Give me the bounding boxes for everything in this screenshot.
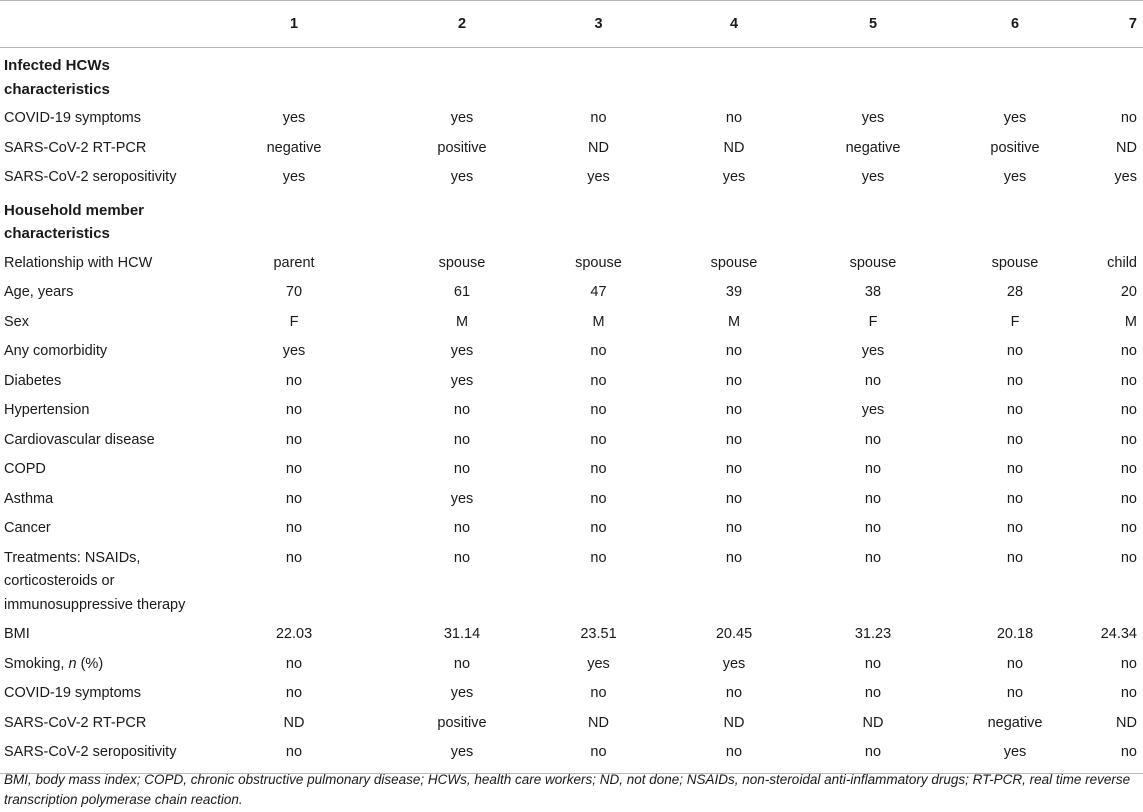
section-header-row xyxy=(0,48,1143,105)
table-cell: yes xyxy=(450,110,474,126)
table-row xyxy=(0,514,1143,544)
table-cell: yes xyxy=(861,402,885,418)
row-label: COPD xyxy=(4,461,46,477)
table-cell: no xyxy=(285,549,303,566)
table-cell: yes xyxy=(1003,110,1027,126)
table-cell: yes xyxy=(861,169,885,185)
table-cell: no xyxy=(1006,549,1024,566)
table-row xyxy=(0,544,1143,621)
empty-cell xyxy=(392,193,532,249)
table-cell: 20.45 xyxy=(715,626,753,642)
table-cell: 28 xyxy=(1006,284,1024,300)
table-cell: yes xyxy=(450,685,474,701)
header-cell-2: 2 xyxy=(392,1,532,48)
table-cell: no xyxy=(590,431,607,448)
table-cell: 24.34 xyxy=(1100,626,1137,642)
row-label: COVID-19 symptoms xyxy=(4,685,141,701)
table-row xyxy=(0,249,1143,279)
row-label: Relationship with HCW xyxy=(4,254,153,271)
table-cell: no xyxy=(590,490,607,507)
table-body xyxy=(0,48,1143,774)
table-cell: no xyxy=(453,549,471,566)
table-cell: yes xyxy=(587,169,610,185)
table-cell: no xyxy=(725,402,743,418)
header-cell-label xyxy=(0,1,196,48)
table-cell: 70 xyxy=(285,284,303,300)
table-cell: no xyxy=(725,685,743,701)
table-cell: no xyxy=(725,431,743,448)
table-cell: yes xyxy=(282,110,306,126)
table-cell: yes xyxy=(722,169,746,185)
header-cell-6: 6 xyxy=(943,1,1087,48)
empty-cell xyxy=(196,48,392,105)
header-cell-5: 5 xyxy=(803,1,943,48)
empty-cell xyxy=(943,193,1087,249)
table-row xyxy=(0,104,1143,134)
table-cell: no xyxy=(864,744,882,760)
table-cell: no xyxy=(285,685,303,701)
header-cell-1: 1 xyxy=(196,1,392,48)
table-cell: no xyxy=(725,343,743,359)
row-label: Cardiovascular disease xyxy=(4,431,155,448)
table-cell: spouse xyxy=(575,254,622,271)
table-cell: no xyxy=(864,490,882,507)
table-cell: 31.14 xyxy=(443,626,481,642)
table-cell: 38 xyxy=(864,284,882,300)
table-cell: yes xyxy=(861,343,885,359)
row-label-suffix: (%) xyxy=(76,655,104,672)
table-cell: no xyxy=(590,685,607,701)
table-row xyxy=(0,738,1143,773)
table-cell: yes xyxy=(1114,169,1137,185)
row-label: Age, years xyxy=(4,284,74,300)
table-cell: parent xyxy=(273,254,315,271)
table-cell: 22.03 xyxy=(275,626,313,642)
table-cell: yes xyxy=(722,655,746,672)
table-cell: ND xyxy=(723,139,745,156)
table-cell: positive xyxy=(437,139,487,156)
table-row xyxy=(0,709,1143,739)
table-cell: no xyxy=(864,685,882,701)
table-footnote: BMI, body mass index; COPD, chronic obstructive pulmonary disease; HCWs, health care workers; ND, not done; NSAIDs, non-steroidal anti-inflammatory drugs; RT-PCR, real time reverse transcription polymerase chain reaction. xyxy=(4,772,1131,807)
table-cell: no xyxy=(1120,490,1137,507)
table-cell: no xyxy=(590,744,607,760)
row-label: Diabetes xyxy=(4,372,62,389)
table-cell: yes xyxy=(450,744,474,760)
table-cell: no xyxy=(1006,343,1024,359)
table-cell: no xyxy=(1120,520,1137,536)
table-cell: M xyxy=(1124,313,1137,330)
table-cell: no xyxy=(1120,549,1137,566)
table-cell: no xyxy=(590,110,607,126)
table-row xyxy=(0,455,1143,485)
table-row xyxy=(0,426,1143,456)
empty-cell xyxy=(196,193,392,249)
table-cell: yes xyxy=(450,490,474,507)
table-cell: no xyxy=(590,461,607,477)
table-cell: 20 xyxy=(1120,284,1137,300)
row-label: Treatments: NSAIDs, corticosteroids or immunosuppressive therapy xyxy=(4,549,186,613)
table-cell: no xyxy=(285,402,303,418)
table-cell: no xyxy=(725,520,743,536)
table-row xyxy=(0,134,1143,164)
table-cell: positive xyxy=(990,139,1040,156)
empty-cell xyxy=(1087,48,1143,105)
table-row xyxy=(0,650,1143,680)
table-cell: ND xyxy=(588,714,609,731)
empty-cell xyxy=(665,193,803,249)
section-header-row xyxy=(0,193,1143,249)
table-cell: 39 xyxy=(725,284,743,300)
table-cell: no xyxy=(1006,372,1024,389)
row-label: COVID-19 symptoms xyxy=(4,110,141,126)
table-cell: no xyxy=(1120,372,1137,389)
empty-cell xyxy=(392,48,532,105)
table-cell: no xyxy=(590,402,607,418)
section-title: Household member characteristics xyxy=(4,201,145,242)
table-cell: F xyxy=(289,313,299,330)
table-cell: no xyxy=(1006,490,1024,507)
row-label: SARS-CoV-2 RT-PCR xyxy=(4,139,147,156)
empty-cell xyxy=(803,48,943,105)
table-cell: M xyxy=(727,313,741,330)
table-cell: yes xyxy=(450,169,474,185)
table-row xyxy=(0,396,1143,426)
table-cell: no xyxy=(1006,402,1024,418)
table-cell: yes xyxy=(450,343,474,359)
table-cell: no xyxy=(864,461,882,477)
table-cell: ND xyxy=(1116,714,1137,731)
header-row xyxy=(0,1,1143,48)
table-cell: ND xyxy=(588,139,609,156)
row-label: SARS-CoV-2 seropositivity xyxy=(4,169,177,185)
table-row xyxy=(0,620,1143,650)
row-label: Cancer xyxy=(4,520,51,536)
row-label: Any comorbidity xyxy=(4,343,108,359)
table-cell: yes xyxy=(1003,744,1027,760)
table-cell: no xyxy=(864,372,882,389)
table-cell: no xyxy=(285,431,303,448)
table-cell: ND xyxy=(1116,139,1137,156)
table-cell: ND xyxy=(723,714,745,731)
table-cell: no xyxy=(1120,402,1137,418)
row-label: Sex xyxy=(4,313,29,330)
row-label-text: Smoking, xyxy=(4,655,69,672)
table-cell: no xyxy=(1120,110,1137,126)
table-cell: no xyxy=(1120,655,1137,672)
table-cell: no xyxy=(285,372,303,389)
table-cell: no xyxy=(453,520,471,536)
row-label: Asthma xyxy=(4,490,54,507)
table-cell: no xyxy=(1006,685,1024,701)
row-label: SARS-CoV-2 RT-PCR xyxy=(4,714,147,731)
table-cell: 23.51 xyxy=(580,626,617,642)
table-row xyxy=(0,485,1143,515)
row-label-italic: n xyxy=(68,655,77,672)
empty-cell xyxy=(1087,193,1143,249)
table-cell: no xyxy=(864,520,882,536)
row-label: SARS-CoV-2 seropositivity xyxy=(4,744,177,760)
table-cell: yes xyxy=(282,169,306,185)
table-cell: no xyxy=(590,343,607,359)
table-cell: no xyxy=(1120,685,1137,701)
table-cell: spouse xyxy=(710,254,758,271)
table-cell: no xyxy=(285,744,303,760)
table-cell: positive xyxy=(437,714,487,731)
table-cell: no xyxy=(725,372,743,389)
table-cell: F xyxy=(1010,313,1020,330)
table-cell: no xyxy=(1120,431,1137,448)
table-cell: no xyxy=(725,110,743,126)
table-cell: no xyxy=(864,549,882,566)
section-title: Infected HCWs characteristics xyxy=(4,57,110,98)
table-cell: negative xyxy=(987,714,1043,731)
table-cell: no xyxy=(285,655,303,672)
table-cell: no xyxy=(453,431,471,448)
table-cell: no xyxy=(590,372,607,389)
table-cell: 20.18 xyxy=(996,626,1034,642)
table-cell: no xyxy=(725,744,743,760)
table-cell: yes xyxy=(1003,169,1027,185)
table-cell: yes xyxy=(282,343,306,359)
table-cell: spouse xyxy=(438,254,486,271)
table-header xyxy=(0,1,1143,48)
table-row xyxy=(0,163,1143,193)
table-cell: no xyxy=(285,461,303,477)
table-row xyxy=(0,278,1143,308)
empty-cell xyxy=(532,193,665,249)
table-row xyxy=(0,308,1143,338)
table-cell: no xyxy=(1006,655,1024,672)
table-cell: yes xyxy=(587,655,610,672)
empty-cell xyxy=(943,48,1087,105)
table-cell: no xyxy=(864,431,882,448)
table-cell: M xyxy=(455,313,469,330)
table-cell: no xyxy=(453,461,471,477)
row-label: BMI xyxy=(4,626,30,642)
table-cell: negative xyxy=(845,139,901,156)
header-cell-3: 3 xyxy=(532,1,665,48)
row-label xyxy=(0,650,196,680)
table-cell: no xyxy=(725,461,743,477)
row-label: Hypertension xyxy=(4,402,90,418)
table-cell: no xyxy=(590,549,607,566)
table-cell: negative xyxy=(266,139,322,156)
empty-cell xyxy=(665,48,803,105)
table-cell: child xyxy=(1107,254,1137,271)
table-cell: spouse xyxy=(991,254,1039,271)
table-row xyxy=(0,679,1143,709)
table-cell: yes xyxy=(450,372,474,389)
table-cell: 61 xyxy=(453,284,471,300)
table-cell: no xyxy=(285,520,303,536)
table-cell: ND xyxy=(283,714,305,731)
table-cell: no xyxy=(1120,343,1137,359)
table-cell: ND xyxy=(862,714,884,731)
table-cell: 47 xyxy=(590,284,607,300)
table-cell: no xyxy=(285,490,303,507)
table-cell: no xyxy=(590,520,607,536)
table-cell: 31.23 xyxy=(854,626,892,642)
table-cell: no xyxy=(725,490,743,507)
header-cell-7: 7 xyxy=(1087,1,1143,48)
table-cell: no xyxy=(453,402,471,418)
table-cell: no xyxy=(1120,461,1137,477)
table-cell: yes xyxy=(861,110,885,126)
table-cell: spouse xyxy=(849,254,897,271)
table-cell: F xyxy=(868,313,878,330)
table-cell: no xyxy=(1006,461,1024,477)
table-row xyxy=(0,367,1143,397)
table-cell: no xyxy=(453,655,471,672)
header-cell-4: 4 xyxy=(665,1,803,48)
table-cell: no xyxy=(864,655,882,672)
table-cell: no xyxy=(1006,431,1024,448)
table-cell: no xyxy=(1120,744,1137,760)
empty-cell xyxy=(803,193,943,249)
table-cell: no xyxy=(725,549,743,566)
table-cell: M xyxy=(592,313,605,330)
table-row xyxy=(0,337,1143,367)
table-cell: no xyxy=(1006,520,1024,536)
empty-cell xyxy=(532,48,665,105)
